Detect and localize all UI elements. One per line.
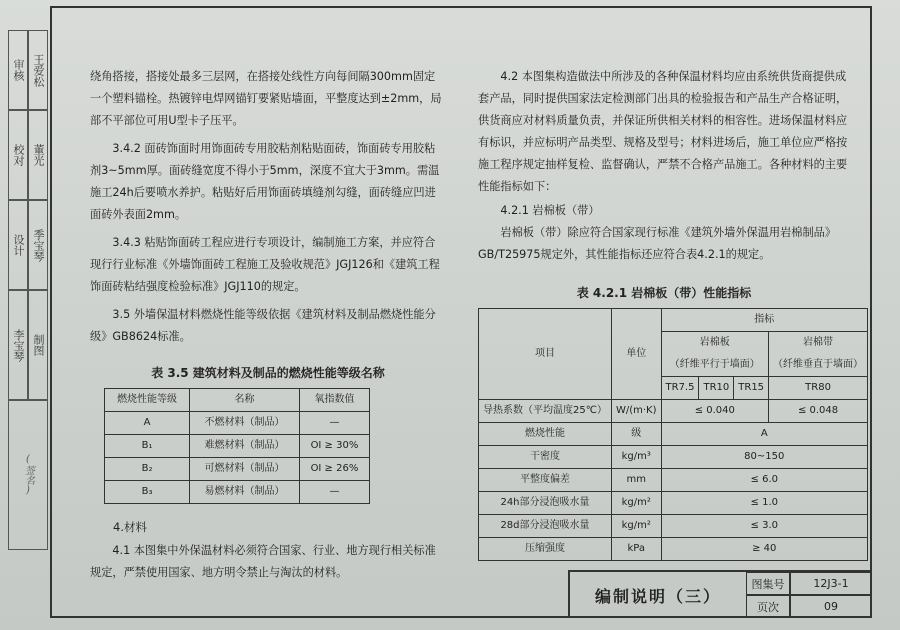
grade-header: TR7.5: [661, 377, 699, 400]
table-cell: A: [105, 412, 190, 435]
sidebar-name-drafter: 李宝琴: [8, 290, 28, 400]
table-row: [479, 469, 868, 492]
table-cell: 平整度偏差: [479, 469, 612, 492]
table-cell: 80~150: [661, 446, 868, 469]
paragraph-3-5: 3.5 外墙保温材料燃烧性能等级依据《建筑材料及制品燃烧性能分级》GB8624标准。: [90, 308, 436, 343]
sidebar-label-check: 校对: [8, 110, 28, 200]
table-3-5: [104, 388, 370, 504]
title-block: [568, 570, 872, 618]
table-cell: 24h部分浸泡吸水量: [479, 492, 612, 515]
paragraph-3-4-3: 3.4.3 粘贴饰面砖工程应进行专项设计，编制施工方案，并应符合现行行业标准《外墙饰面砖工程施工及验收规范》JGJ126和《建筑工程饰面砖粘结强度检验标准》JGJ110的规定。: [90, 236, 440, 293]
table-cell: 28d部分浸泡吸水量: [479, 515, 612, 538]
table-3-5-title: 表 3.5 建筑材料及制品的燃烧性能等级名称: [151, 366, 385, 380]
table-row: [105, 412, 370, 435]
table-cell: ≤ 0.048: [769, 400, 868, 423]
strip-sublabel: （纤维垂直于墙面）: [773, 359, 864, 370]
table-cell: 可燃材料（制品）: [190, 458, 300, 481]
table-cell: 级: [611, 423, 661, 446]
table-header-strip: [769, 332, 868, 377]
page-number: 09: [790, 595, 872, 618]
table-cell: 导热系数（平均温度25℃）: [479, 400, 612, 423]
table-cell: B₂: [105, 458, 190, 481]
table-cell: kg/m³: [611, 446, 661, 469]
section-heading-materials: 4.材料: [113, 520, 147, 534]
table-cell: 压缩强度: [479, 538, 612, 561]
table-cell: —: [299, 412, 369, 435]
sidebar-label-design: 设计: [8, 200, 28, 290]
table-header-index: 指标: [661, 309, 868, 332]
grade-header: TR15: [734, 377, 769, 400]
atlas-number: 12J3-1: [790, 572, 872, 595]
table-header: 名称: [190, 389, 300, 412]
table-4-2-1-title: 表 4.2.1 岩棉板（带）性能指标: [576, 286, 752, 300]
table-cell: kg/m²: [611, 515, 661, 538]
table-cell: ≤ 1.0: [661, 492, 868, 515]
sidebar-label-review: 审核: [8, 30, 28, 110]
handwritten-signature: (签名): [22, 454, 34, 496]
paragraph-mesh-overlap: 绕角搭接，搭接处最多三层网，在搭接处线性方向每间隔300mm固定一个塑料锚栓。热镀锌电焊网锚钉要紧贴墙面，平整度达到±2mm，局部不平部位可用U型卡子压平。: [90, 70, 442, 127]
table-cell: kg/m²: [611, 492, 661, 515]
table-cell: kPa: [611, 538, 661, 561]
table-header-row: [479, 309, 868, 332]
table-cell: ≥ 40: [661, 538, 868, 561]
grade-header: TR10: [699, 377, 734, 400]
table-row: [479, 515, 868, 538]
table-header-item: 项目: [479, 309, 612, 400]
atlas-number-label: 图集号: [746, 572, 790, 595]
strip-label: 岩棉带: [803, 337, 834, 348]
table-row: [105, 435, 370, 458]
table-cell: B₁: [105, 435, 190, 458]
table-cell: W/(m·K): [611, 400, 661, 423]
left-column: [90, 66, 446, 584]
drawing-title: 编制说明（三）: [570, 572, 747, 618]
page-number-label: 页次: [746, 595, 790, 618]
table-cell: ≤ 0.040: [661, 400, 769, 423]
table-cell: ≤ 6.0: [661, 469, 868, 492]
table-cell: OI ≥ 30%: [299, 435, 369, 458]
table-4-2-1: [478, 308, 868, 561]
table-row: [479, 492, 868, 515]
paragraph-rock-wool: 岩棉板（带）除应符合国家现行标准《建筑外墙外保温用岩棉制品》GB/T25975规定外，其性能指标还应符合表4.2.1的规定。: [478, 226, 837, 261]
grade-header: TR80: [769, 377, 868, 400]
table-cell: 难燃材料（制品）: [190, 435, 300, 458]
paragraph-4-2: 4.2 本图集构造做法中所涉及的各种保温材料均应由系统供货商提供成套产品，同时提供国家法定检测部门出具的检验报告和产品生产合格证明，供货商应对材料质量负责，并保证所供相关材料的相容性。进场保温材料应有标识，并应标明产品类型、规格及型号；材料进场后，施工单位应严格按施工程序规定抽样复检、监督确认，严禁不合格产品施工。各种材料的主要性能指标如下：: [478, 70, 848, 193]
signature-sidebar: [0, 30, 50, 550]
table-cell: OI ≥ 26%: [299, 458, 369, 481]
sidebar-name-designer: 季宝琴: [28, 200, 48, 290]
sidebar-name-reviewer: 王爱松: [28, 30, 48, 110]
table-row: [105, 458, 370, 481]
table-header-unit: 单位: [611, 309, 661, 400]
table-cell: 干密度: [479, 446, 612, 469]
table-row: [479, 423, 868, 446]
board-label: 岩棉板: [699, 337, 730, 348]
table-header: 燃烧性能等级: [105, 389, 190, 412]
table-cell: 易燃材料（制品）: [190, 481, 300, 504]
table-cell: 不燃材料（制品）: [190, 412, 300, 435]
table-header-row: [105, 389, 370, 412]
table-header: 氧指数值: [299, 389, 369, 412]
board-sublabel: （纤维平行于墙面）: [669, 359, 760, 370]
table-row: [479, 446, 868, 469]
table-cell: ≤ 3.0: [661, 515, 868, 538]
table-row: [479, 400, 868, 423]
table-cell: B₃: [105, 481, 190, 504]
sidebar-signature-area: [8, 400, 48, 550]
table-row: [479, 538, 868, 561]
sidebar-name-checker: 董光: [28, 110, 48, 200]
sidebar-label-drafting: 制图: [28, 290, 48, 400]
table-cell: —: [299, 481, 369, 504]
table-row: [105, 481, 370, 504]
right-column: [478, 66, 864, 561]
table-cell: A: [661, 423, 868, 446]
paragraph-4-1: 4.1 本图集中外保温材料必须符合国家、行业、地方现行相关标准规定，严禁使用国家、地方明令禁止与淘汰的材料。: [90, 544, 436, 579]
table-cell: mm: [611, 469, 661, 492]
table-cell: 燃烧性能: [479, 423, 612, 446]
paragraph-4-2-1: 4.2.1 岩棉板（带）: [500, 204, 600, 217]
paragraph-3-4-2: 3.4.2 面砖饰面时用饰面砖专用胶粘剂粘贴面砖，饰面砖专用胶粘剂3~5mm厚。面砖缝宽度不得小于5mm，深度不宜大于3mm。需温施工24h后要喷水养护。粘贴好后用饰面砖填缝剂勾缝，面砖缝应凹进面砖外表面2mm。: [90, 142, 440, 221]
table-header-board: [661, 332, 769, 377]
